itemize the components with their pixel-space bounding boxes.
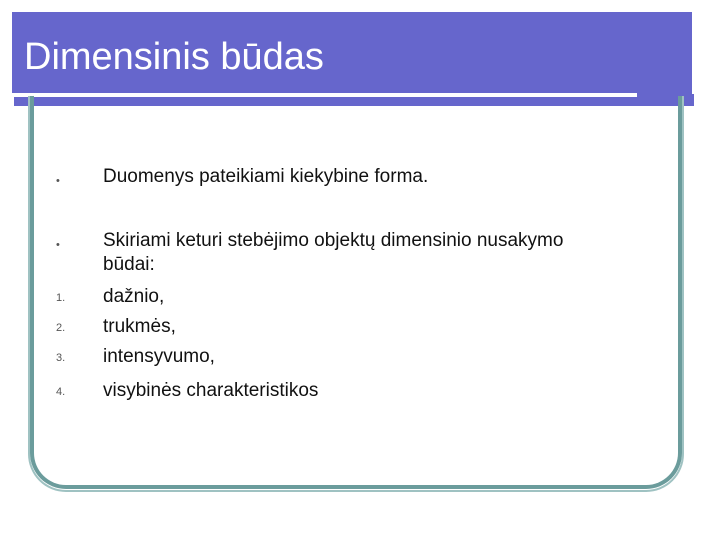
list-item-text-continuation: būdai: bbox=[103, 254, 155, 275]
list-item-text: Duomenys pateikiami kiekybine forma. bbox=[103, 166, 429, 187]
bullet-marker: • bbox=[56, 239, 60, 251]
list-item-text: intensyvumo, bbox=[103, 346, 215, 367]
number-marker: 3. bbox=[56, 352, 66, 364]
list-item-text: trukmės, bbox=[103, 316, 176, 337]
list-item-text: visybinės charakteristikos bbox=[103, 380, 319, 401]
slide-title: Dimensinis būdas bbox=[24, 36, 324, 78]
list-item-text: dažnio, bbox=[103, 286, 165, 307]
number-marker: 1. bbox=[56, 292, 66, 304]
list-item-text: Skiriami keturi stebėjimo objektų dimensinio nusakymo bbox=[103, 230, 564, 251]
number-marker: 2. bbox=[56, 322, 66, 334]
bullet-marker: • bbox=[56, 175, 60, 187]
number-marker: 4. bbox=[56, 386, 66, 398]
